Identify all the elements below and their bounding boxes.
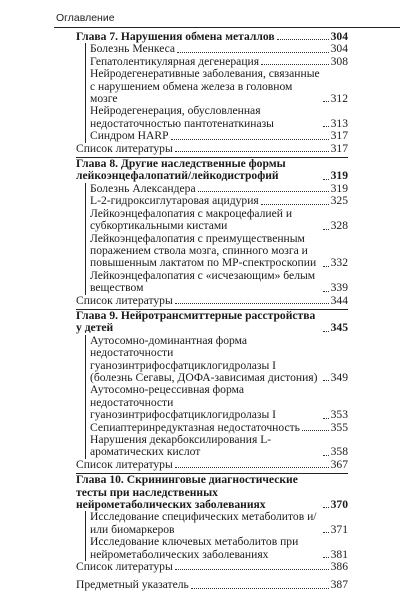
leader-dots — [302, 430, 329, 431]
references-entry-title: Список литературы — [76, 293, 173, 307]
page-number: 317 — [330, 141, 348, 155]
section-entry — [76, 335, 348, 385]
references-entry — [76, 143, 348, 155]
page-number: 304 — [330, 30, 348, 43]
section-entry-title: Сепиаптеринредуктазная недостаточность — [85, 422, 300, 434]
page-number: 370 — [330, 498, 348, 512]
page-number: 313 — [330, 116, 348, 130]
leader-dots — [177, 52, 329, 53]
page-number: 349 — [330, 370, 348, 384]
section-entry — [76, 208, 348, 233]
page-number: 332 — [330, 256, 348, 270]
page-number: 353 — [330, 408, 348, 422]
leader-dots — [198, 191, 329, 192]
page-number: 328 — [330, 219, 348, 233]
section-entry-title: Синдром HARP — [85, 130, 169, 142]
section-entry — [76, 536, 348, 561]
leader-dots — [175, 151, 329, 152]
section-entry — [76, 105, 348, 130]
leader-dots — [171, 139, 329, 140]
leader-dots — [323, 101, 329, 102]
leader-dots — [323, 418, 329, 419]
page-number: 345 — [330, 321, 348, 335]
references-entry-title: Список литературы — [76, 560, 173, 574]
leader-dots — [323, 179, 329, 180]
page-number: 358 — [330, 445, 348, 459]
section-entry-title: Лейкоэнцефалопатия с «исчезающим» белым веществом — [85, 270, 321, 295]
references-entry-title: Список литературы — [76, 141, 173, 155]
section-entry — [76, 195, 348, 207]
leader-dots — [323, 291, 329, 292]
references-entry — [76, 561, 348, 573]
leader-dots — [323, 126, 329, 127]
leader-dots — [175, 303, 329, 304]
page-number: 371 — [330, 522, 348, 536]
section-entry-title: L-2-гидроксиглутаровая ацидурия — [85, 195, 259, 207]
chapter-heading-title: Глава 8. Другие наследственные формы лейкоэнцефалопатий/лейкодистрофий — [76, 157, 286, 183]
references-entry — [76, 459, 348, 471]
page-number: 344 — [330, 293, 348, 307]
chapter-heading-title: Глава 7. Нарушения обмена металлов — [76, 30, 275, 43]
leader-dots — [323, 266, 329, 267]
section-entry — [76, 270, 348, 295]
leader-dots — [323, 331, 329, 332]
leader-dots — [261, 64, 329, 65]
page-number: 319 — [330, 181, 348, 195]
chapter-heading-title: Глава 9. Нейротрансмиттерные расстройства у детей — [76, 308, 316, 335]
references-entry — [76, 295, 348, 307]
section-entry-title: Нейродегенеративные заболевания, связанные с нарушением обмена железа в головном мозге — [85, 68, 321, 105]
leader-dots — [175, 467, 329, 468]
section-entry-title: Аутосомно-рецессивная форма недостаточности гуанозинтрифосфатциклогидролазы I — [85, 384, 321, 421]
leader-dots — [323, 455, 329, 456]
section-entry-title: Исследование специфических метаболитов и/или биомаркеров — [85, 511, 321, 536]
section-entry-title: Нарушения декарбоксилирования L-ароматических кислот — [85, 434, 321, 459]
section-entry-title: Исследование ключевых метаболитов при нейрометаболических заболеваниях — [85, 536, 321, 561]
page-number: 308 — [330, 54, 348, 68]
leader-dots — [323, 507, 329, 508]
chapter-heading-title: Глава 10. Скрининговые диагностические тесты при наследственных нейрометаболических заболеваниях — [76, 473, 298, 512]
table-of-contents — [76, 31, 348, 592]
chapter-block — [76, 309, 348, 473]
section-entry — [76, 68, 348, 105]
section-entry — [76, 384, 348, 421]
index-entry — [76, 579, 348, 591]
page-number: 355 — [330, 420, 348, 434]
chapter-block — [76, 157, 348, 309]
section-entry-title: Болезнь Александера — [85, 183, 196, 195]
leader-dots — [191, 588, 329, 589]
header-rule — [54, 27, 400, 28]
page-number: 386 — [330, 560, 348, 574]
page-number: 317 — [330, 129, 348, 143]
running-head: Оглавление — [56, 12, 115, 24]
section-entry-title: Болезнь Менкеса — [85, 43, 175, 55]
chapter-block — [76, 31, 348, 157]
chapter-heading — [76, 158, 348, 183]
references-entry-title: Список литературы — [76, 457, 173, 471]
chapter-heading — [76, 474, 348, 511]
leader-dots — [277, 39, 329, 40]
section-entry — [76, 130, 348, 142]
section-entry — [76, 43, 348, 55]
leader-dots — [323, 229, 329, 230]
page-number: 325 — [330, 194, 348, 208]
section-entry — [76, 233, 348, 270]
page-number: 312 — [330, 92, 348, 106]
leader-dots — [261, 204, 329, 205]
section-entry-title: Лейкоэнцефалопатия с макроцефалией и субкортикальными кистами — [85, 208, 321, 233]
section-entry-title: Аутосомно-доминантная форма недостаточности гуанозинтрифосфатциклогидролазы I (болезнь Сегавы, ДОФА-зависимая дистония) — [85, 335, 321, 385]
page-number: 339 — [330, 281, 348, 295]
page-number: 381 — [330, 547, 348, 561]
index-entry-title: Предметный указатель — [76, 578, 189, 592]
section-entry-title: Нейродегенерация, обусловленная недостаточностью пантотенаткиназы — [85, 105, 321, 130]
leader-dots — [323, 557, 329, 558]
page-number: 304 — [330, 42, 348, 56]
leader-dots — [323, 380, 329, 381]
section-entry-title: Лейкоэнцефалопатия с преимущественным поражением ствола мозга, спинного мозга и повышенным лактатом по МР-спектроскопии — [85, 233, 321, 270]
page-number: 367 — [330, 457, 348, 471]
leader-dots — [175, 569, 329, 570]
section-entry-title: Гепатолентикулярная дегенерация — [85, 56, 259, 68]
page-number: 319 — [330, 169, 348, 183]
chapter-block — [76, 473, 348, 575]
page-number: 387 — [330, 578, 348, 592]
section-entry — [76, 434, 348, 459]
chapter-heading — [76, 310, 348, 335]
